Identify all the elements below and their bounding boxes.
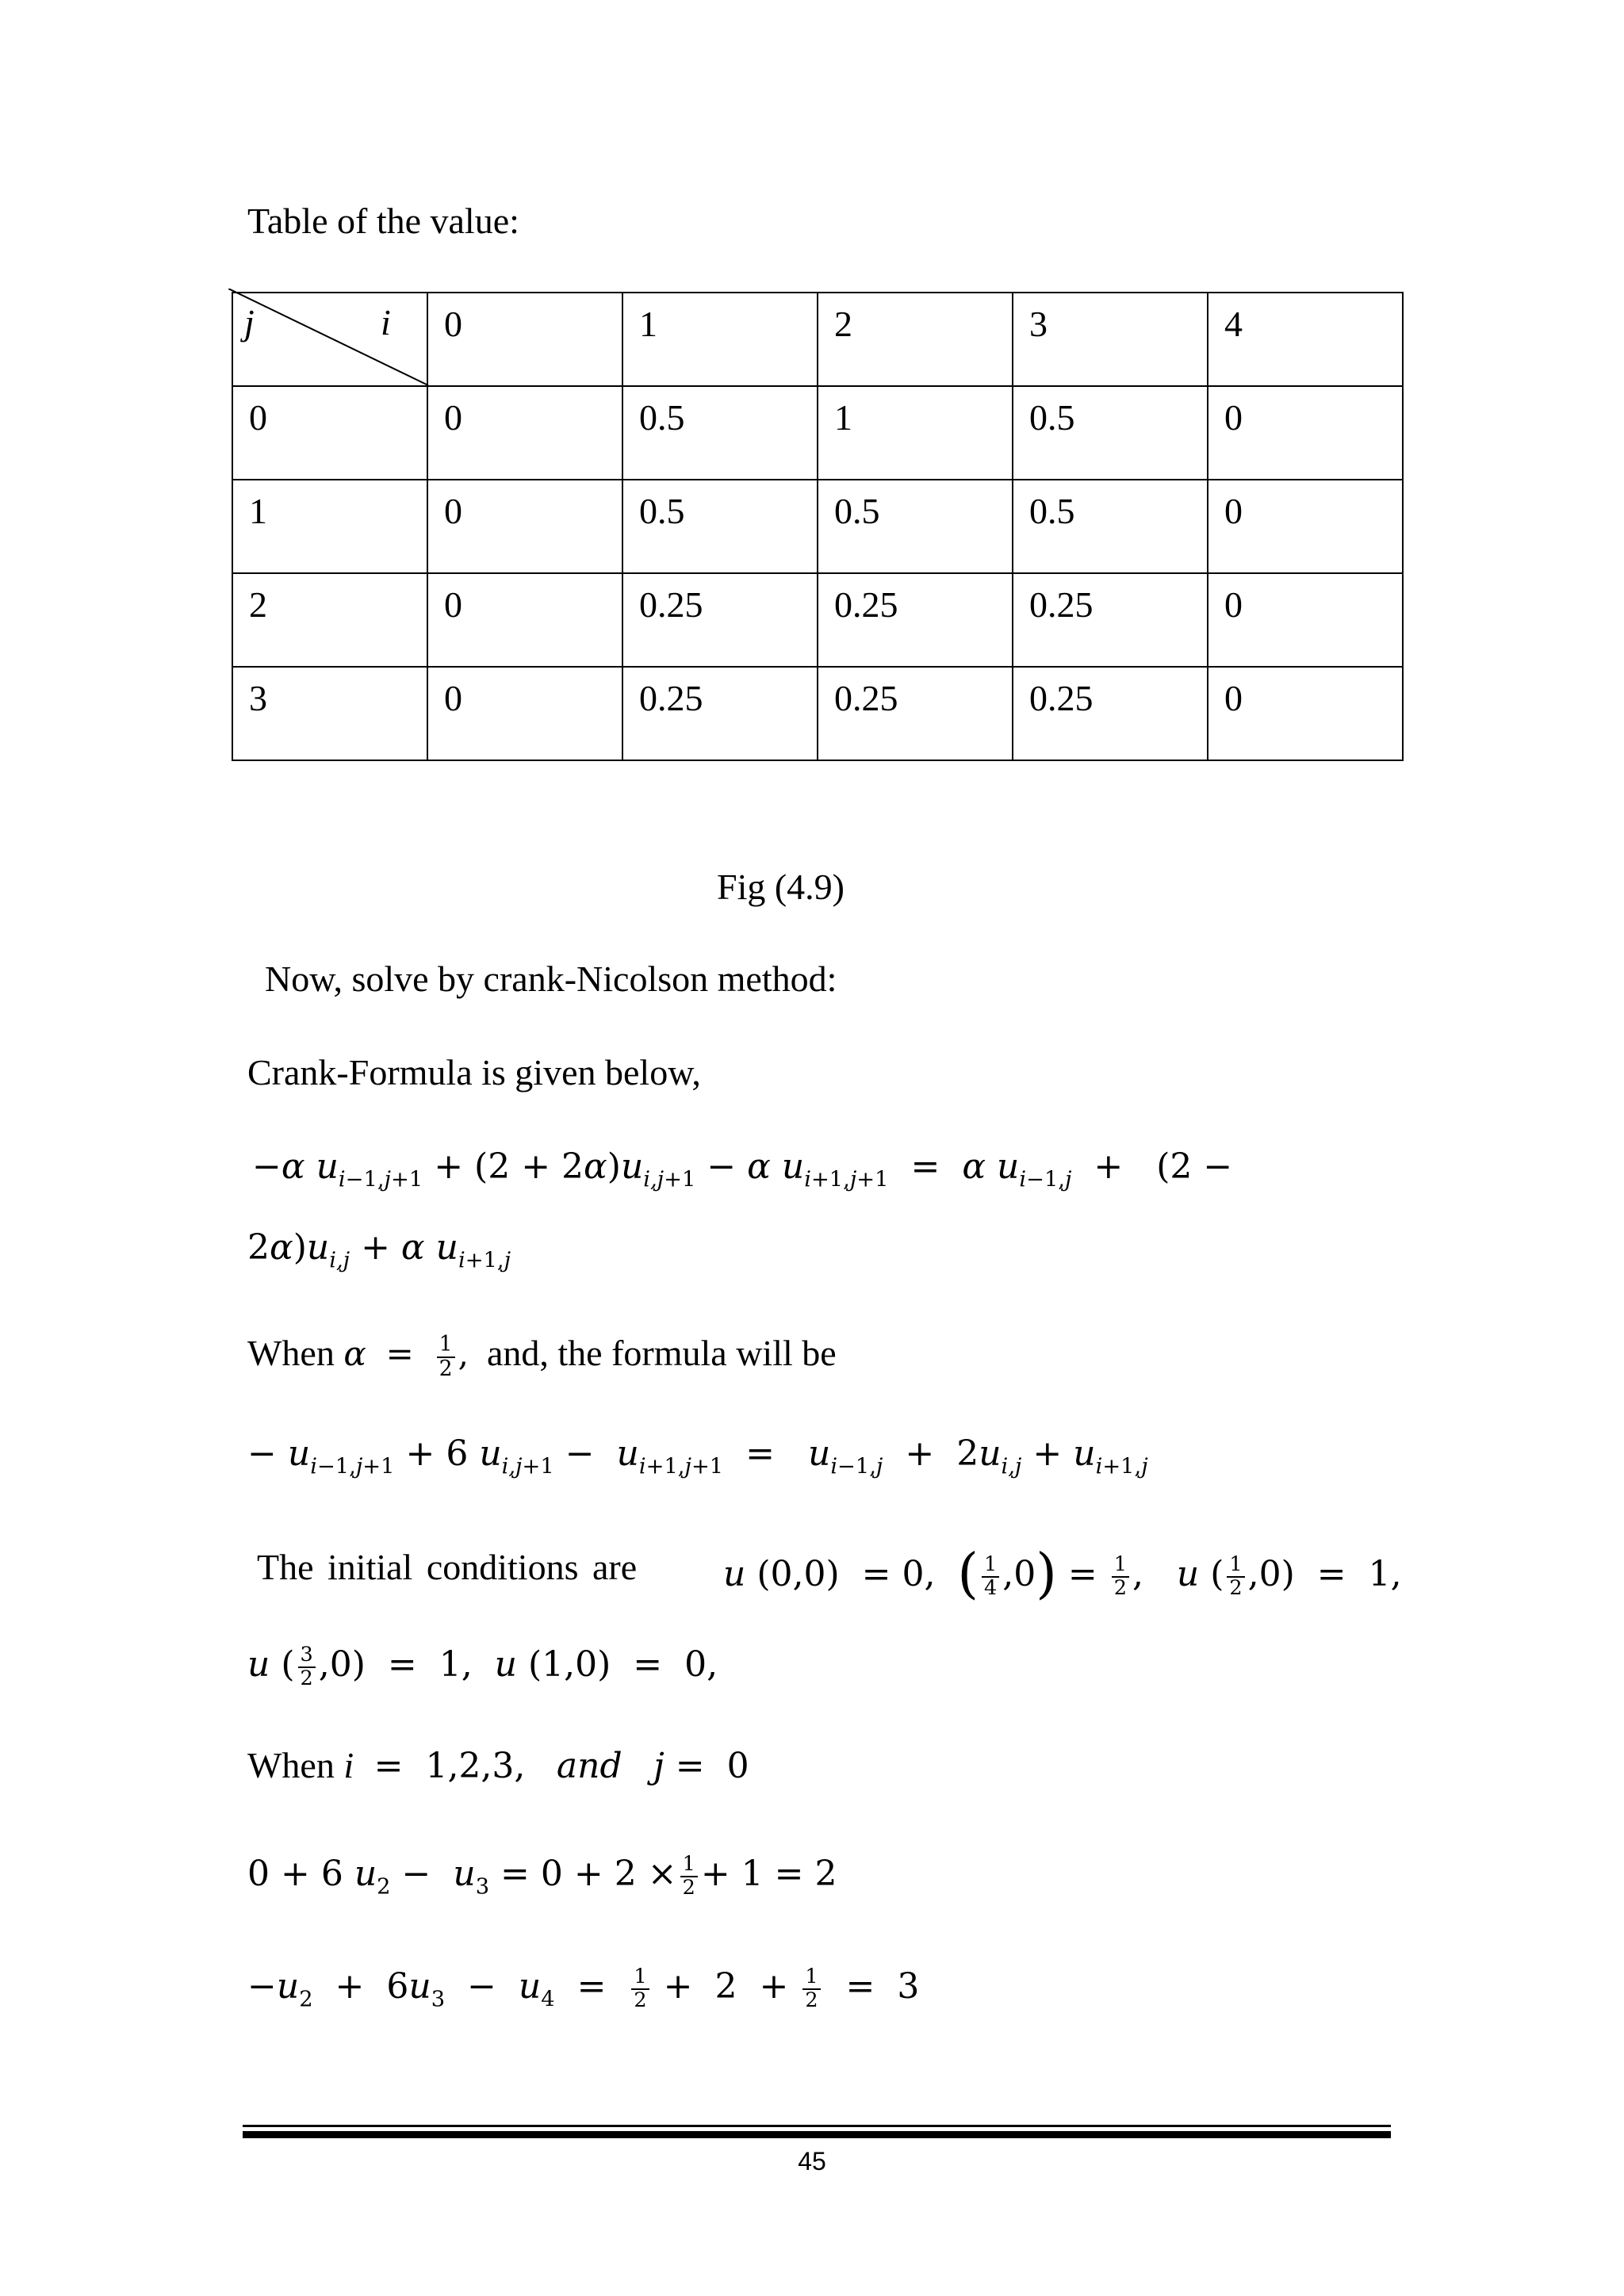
section-heading: Table of the value: [247,201,519,241]
table-cell: 0 [427,386,622,480]
table-cell: 0 [427,480,622,573]
table-cell: 0.5 [1013,386,1208,480]
table-cell: 0 [1208,573,1403,667]
table-cell: 0.5 [818,480,1013,573]
page-number: 45 [798,2147,826,2175]
row-header: 3 [232,667,427,760]
diagonal-divider [228,289,442,392]
method-paragraph: Now, solve by crank-Nicolson method: [265,959,837,999]
when-alpha-line: When α = $\frac{1}{2}$ , and, the formula will be [247,1332,837,1382]
simplified-formula: − $u_{i-1,j+1} + 6$ $u_{i,j+1} - u_{i+1,j+1} = u_{i-1,j} + 2u_{i,j} + u_{i+1,j}$ [247,1433,1148,1479]
formula-intro: Crank-Formula is given below, [247,1052,701,1093]
column-header: 3 [1013,293,1208,386]
figure-caption: Fig (4.9) [717,867,845,907]
footer-rule-thick [243,2131,1391,2138]
row-header: 2 [232,573,427,667]
table-cell: 0.25 [818,667,1013,760]
table-cell: 0.5 [1013,480,1208,573]
column-header: 0 [427,293,622,386]
table-row [232,386,1403,480]
equation-1: 0 + 6 $u_2 - u_3 = 0 + 2$ × $\frac{1}{2}$ + 1 = 2 [247,1852,837,1900]
table-cell: 0.25 [622,667,818,760]
table-cell: 0.25 [622,573,818,667]
table-cell: 0.25 [818,573,1013,667]
table-cell: 1 [818,386,1013,480]
row-header: 1 [232,480,427,573]
crank-formula-line-2: $2\alpha)u_{i,j} + \alpha$ $u_{i+1,j}$ [247,1227,511,1273]
table-cell: 0.5 [622,386,818,480]
table-cell: 0 [1208,667,1403,760]
initial-conditions-label: The initial conditions are [257,1547,638,1587]
equation-2: $-u_2 + 6u_3 - u_4$ = $\frac{1}{2}$ + 2 + $\frac{1}{2}$ = 3 [247,1965,920,2012]
row-header: 0 [232,386,427,480]
corner-i-label: i [381,302,391,342]
column-header: 4 [1208,293,1403,386]
fraction-half: $\frac{1}{2}$ [437,1334,455,1380]
table-cell: 0.5 [622,480,818,573]
table-cell: 0 [1208,480,1403,573]
table-header-row [232,293,1403,386]
column-header: 2 [818,293,1013,386]
table-row [232,573,1403,667]
initial-conditions-line-1: u (0,0) = 0, ( $\frac{1}{4}$ ,0) = $\frac{1}{2}$ , u ( $\frac{1}{2}$ ,0) = 1, [723,1543,1402,1605]
table-row [232,667,1403,760]
crank-formula-line-1: −α $u_{i-1,j+1} + (2 + 2\alpha)u_{i,j+1} - \alpha$ $u_{i+1,j+1} = \alpha$ $u_{i-1,j} + (2$ − [252,1146,1233,1192]
table-cell: 0 [427,573,622,667]
table-corner-cell [232,293,427,386]
initial-conditions-line-2: u ( $\frac{3}{2}$ ,0) = 1, u (1,0) = 0, [247,1643,718,1690]
when-i-line: When i = 1,2,3, and j = 0 [247,1745,749,1786]
column-header: 1 [622,293,818,386]
footer-rule-thin [243,2125,1391,2127]
table-cell: 0.25 [1013,667,1208,760]
table-row [232,480,1403,573]
value-table [232,292,1404,761]
table-cell: 0 [427,667,622,760]
corner-j-label: j [244,302,255,342]
table-cell: 0.25 [1013,573,1208,667]
table-cell: 0 [1208,386,1403,480]
